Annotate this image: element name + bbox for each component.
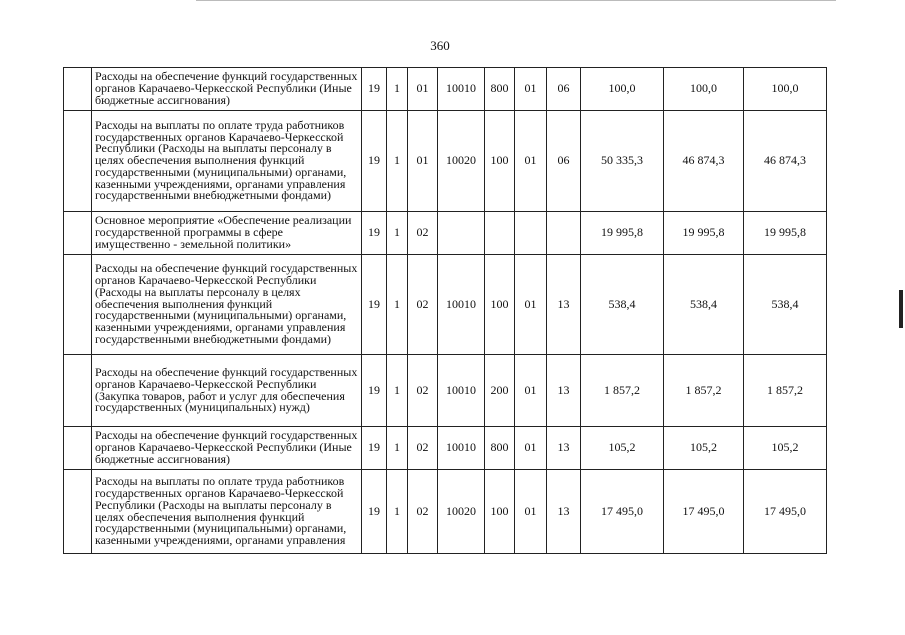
table-row [64, 68, 827, 111]
page-number: 360 [430, 38, 450, 53]
code-cell: 10010 [438, 68, 485, 111]
amount-cell: 1 857,2 [581, 355, 664, 427]
amount-cell: 100,0 [581, 68, 664, 111]
row-index-cell [64, 212, 92, 255]
row-index-cell [64, 68, 92, 111]
amount-cell: 1 857,2 [664, 355, 744, 427]
code-cell: 13 [547, 355, 581, 427]
amount-cell: 46 874,3 [744, 111, 827, 212]
code-cell: 01 [515, 111, 547, 212]
code-cell: 1 [387, 255, 408, 355]
code-cell: 800 [485, 68, 515, 111]
code-cell: 06 [547, 68, 581, 111]
code-cell: 10010 [438, 355, 485, 427]
table-row [64, 427, 827, 470]
code-cell: 01 [515, 68, 547, 111]
code-cell: 10010 [438, 255, 485, 355]
code-cell: 100 [485, 470, 515, 554]
scan-top-edge-line [196, 0, 836, 1]
code-cell: 02 [408, 212, 438, 255]
code-cell: 10020 [438, 111, 485, 212]
code-cell: 13 [547, 427, 581, 470]
amount-cell: 17 495,0 [581, 470, 664, 554]
amount-cell: 17 495,0 [744, 470, 827, 554]
row-description: Расходы на обеспечение функций государственных органов Карачаево-Черкесской Республики (Иные бюджетные ассигнования) [92, 68, 362, 111]
budget-table [63, 67, 827, 554]
code-cell: 19 [362, 427, 387, 470]
code-cell [515, 212, 547, 255]
code-cell: 100 [485, 255, 515, 355]
amount-cell: 50 335,3 [581, 111, 664, 212]
code-cell: 06 [547, 111, 581, 212]
code-cell: 01 [515, 255, 547, 355]
table-row [64, 470, 827, 554]
code-cell: 19 [362, 470, 387, 554]
row-index-cell [64, 111, 92, 212]
amount-cell: 19 995,8 [664, 212, 744, 255]
code-cell: 19 [362, 68, 387, 111]
amount-cell: 538,4 [664, 255, 744, 355]
code-cell: 19 [362, 212, 387, 255]
code-cell: 1 [387, 427, 408, 470]
code-cell [438, 212, 485, 255]
code-cell: 02 [408, 355, 438, 427]
code-cell: 19 [362, 111, 387, 212]
row-description: Расходы на обеспечение функций государственных органов Карачаево-Черкесской Республики (Закупка товаров, работ и услуг для обеспечения государственных (муниципальных) нужд) [92, 355, 362, 427]
amount-cell: 105,2 [664, 427, 744, 470]
amount-cell: 19 995,8 [581, 212, 664, 255]
code-cell: 19 [362, 355, 387, 427]
amount-cell: 17 495,0 [664, 470, 744, 554]
code-cell: 1 [387, 111, 408, 212]
code-cell: 200 [485, 355, 515, 427]
row-index-cell [64, 255, 92, 355]
code-cell: 02 [408, 427, 438, 470]
amount-cell: 19 995,8 [744, 212, 827, 255]
code-cell: 01 [408, 68, 438, 111]
table-row [64, 255, 827, 355]
amount-cell: 105,2 [581, 427, 664, 470]
code-cell: 13 [547, 470, 581, 554]
amount-cell: 1 857,2 [744, 355, 827, 427]
code-cell [547, 212, 581, 255]
code-cell: 100 [485, 111, 515, 212]
amount-cell: 100,0 [664, 68, 744, 111]
amount-cell: 100,0 [744, 68, 827, 111]
row-description: Расходы на обеспечение функций государственных органов Карачаево-Черкесской Республики (Расходы на выплаты персоналу в целях обеспечения выполнения функций государственными (муниципальными) органами, казенными учреждениями, органами управления государственными внебюджетными фондами) [92, 255, 362, 355]
row-description: Основное мероприятие «Обеспечение реализации государственной программы в сфере имущественно - земельной политики» [92, 212, 362, 255]
code-cell: 1 [387, 470, 408, 554]
code-cell: 19 [362, 255, 387, 355]
table-row [64, 355, 827, 427]
row-description: Расходы на выплаты по оплате труда работников государственных органов Карачаево-Черкесской Республики (Расходы на выплаты персоналу в целях обеспечения выполнения функций государственными (муниципальными) органами, казенными учреждениями, органами управления [92, 470, 362, 554]
row-index-cell [64, 427, 92, 470]
table-row [64, 212, 827, 255]
code-cell: 10020 [438, 470, 485, 554]
row-description: Расходы на выплаты по оплате труда работников государственных органов Карачаево-Черкесской Республики (Расходы на выплаты персоналу в целях обеспечения выполнения функций государственными (муниципальными) органами, казенными учреждениями, органами управления государственными внебюджетными фондами) [92, 111, 362, 212]
scan-margin-mark [899, 290, 903, 328]
code-cell: 800 [485, 427, 515, 470]
row-description: Расходы на обеспечение функций государственных органов Карачаево-Черкесской Республики (Иные бюджетные ассигнования) [92, 427, 362, 470]
code-cell: 13 [547, 255, 581, 355]
amount-cell: 46 874,3 [664, 111, 744, 212]
code-cell: 10010 [438, 427, 485, 470]
code-cell: 02 [408, 255, 438, 355]
code-cell: 01 [515, 427, 547, 470]
amount-cell: 538,4 [581, 255, 664, 355]
code-cell: 1 [387, 68, 408, 111]
code-cell: 1 [387, 212, 408, 255]
code-cell: 02 [408, 470, 438, 554]
row-index-cell [64, 355, 92, 427]
code-cell: 01 [408, 111, 438, 212]
amount-cell: 538,4 [744, 255, 827, 355]
code-cell: 01 [515, 470, 547, 554]
code-cell [485, 212, 515, 255]
table-row [64, 111, 827, 212]
code-cell: 1 [387, 355, 408, 427]
row-index-cell [64, 470, 92, 554]
code-cell: 01 [515, 355, 547, 427]
amount-cell: 105,2 [744, 427, 827, 470]
